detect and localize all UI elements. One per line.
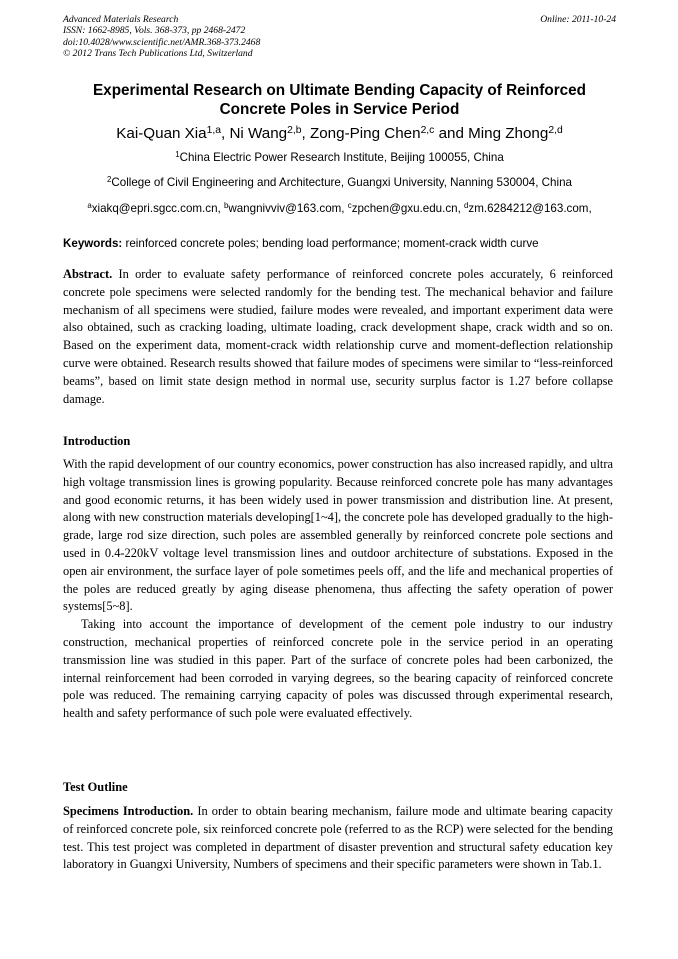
keywords-text: reinforced concrete poles; bending load performance; moment-crack width curve <box>122 237 539 250</box>
affiliation-text: College of Civil Engineering and Architecture, Guangxi University, Nanning 530004, China <box>111 176 572 189</box>
subsection-runin-heading: Specimens Introduction. <box>63 804 194 818</box>
author-separator: , <box>221 125 230 142</box>
journal-name: Advanced Materials Research <box>63 14 179 25</box>
title-line-2: Concrete Poles in Service Period <box>219 101 460 118</box>
author-name: Kai-Quan Xia <box>116 125 207 142</box>
email-address[interactable]: xiakq@epri.sgcc.com.cn, <box>91 202 224 215</box>
introduction-body <box>63 456 613 723</box>
issn-line: ISSN: 1662-8985, Vols. 368-373, pp 2468-2472 <box>63 25 246 37</box>
copyright-line: © 2012 Trans Tech Publications Ltd, Switzerland <box>63 48 253 60</box>
online-date: Online: 2011-10-24 <box>540 14 616 25</box>
affiliation-1 <box>63 151 616 165</box>
abstract-label: Abstract. <box>63 267 113 281</box>
email-address[interactable]: zm.6284212@163.com, <box>468 202 592 215</box>
author-superscript: 2,d <box>548 125 563 137</box>
email-list <box>63 202 616 216</box>
email-address[interactable]: wangnivviv@163.com, <box>228 202 348 215</box>
author-superscript: 2,c <box>420 125 435 137</box>
email-superscript: a <box>87 201 92 211</box>
author-name: Ni Wang <box>229 125 288 142</box>
affiliation-superscript: 1 <box>175 150 180 160</box>
affiliation-text: China Electric Power Research Institute, Beijing 100055, China <box>179 151 504 164</box>
abstract-text: In order to evaluate safety performance of reinforced concrete poles accurately, 6 reinforced concrete pole specimens were selected randomly for the bending test. The mechanical behavior and failure mechanism of all specimens were studied, failure modes were revealed, and important experiment data were also obtained, such as cracking loading, ultimate loading, crack development shape, crack width and so on. Based on the experiment data, moment-crack width relationship curve and moment-deflection relationship curve were obtained. Research results showed that failure modes of specimens were similar to “less-reinforced beams”, based on limit state design method in normal use, security surplus factor is 1.27 before collapse damage. <box>63 267 613 406</box>
email-superscript: d <box>464 201 469 211</box>
title-line-1: Experimental Research on Ultimate Bending Capacity of Reinforced <box>92 82 587 99</box>
author-separator: and <box>434 125 469 142</box>
abstract <box>63 266 613 408</box>
journal-header <box>63 14 616 60</box>
author-name: Zong-Ping Chen <box>309 125 421 142</box>
paper-title <box>63 81 616 119</box>
author-superscript: 2,b <box>287 125 302 137</box>
email-superscript: c <box>347 201 352 211</box>
affiliation-2 <box>63 176 616 190</box>
test-outline-body <box>63 803 613 874</box>
section-heading-test-outline: Test Outline <box>63 780 128 794</box>
keywords <box>63 237 616 251</box>
author-list <box>63 124 616 144</box>
author-superscript: 1,a <box>206 125 221 137</box>
author-separator: , <box>301 125 310 142</box>
section-heading-introduction: Introduction <box>63 434 131 448</box>
email-superscript: b <box>223 201 229 211</box>
doi-line[interactable]: doi:10.4028/www.scientific.net/AMR.368-373.2468 <box>63 36 261 48</box>
specimens-paragraph: In order to obtain bearing mechanism, failure mode and ultimate bearing capacity of reinforced concrete pole, six reinforced concrete pole (referred to as the RCP) were selected for the bending test. This test project was completed in department of disaster prevention and structural safety education key laboratory in Guangxi University, Numbers of specimens and their specific parameters were shown in Tab.1. <box>63 804 613 872</box>
introduction-paragraph-1: With the rapid development of our country economics, power construction has also increased rapidly, and ultra high voltage transmission lines is growing popularity. Because reinforced concrete pole has many advantages and good economic returns, it has been widely used in power transmission and distribution line. At present, along with new construction materials developing[1~4], the concrete pole has developed gradually to the high-grade, large rod size direction, such poles are assembled generally by reinforced concrete pole sections and used in 0.4-220kV voltage level transmission lines and outdoor architecture of substations. Exposed in the open air environment, the surface layer of pole sometimes peels off, and the life and mechanical properties of the poles are reduced greatly by aging disease phenomena, thus affecting the safety operation of power systems[5~8]. <box>63 457 613 614</box>
author-name: Ming Zhong <box>468 125 549 142</box>
email-address[interactable]: zpchen@gxu.edu.cn, <box>351 202 465 215</box>
affiliation-superscript: 2 <box>107 175 112 185</box>
keywords-label: Keywords: <box>63 237 123 250</box>
introduction-paragraph-2: Taking into account the importance of development of the cement pole industry to our industry construction, mechanical properties of reinforced concrete pole in the service period in an operating transmission line was studied in this paper. Part of the surface of concrete poles had been carbonized, the internal reinforcement had been corroded in varying degrees, so the bearing capacity of reinforced concrete pole was reduced. The remaining carrying capacity of poles was discussed through experimental research, health and safety performance of such pole were evaluated effectively. <box>63 617 613 721</box>
